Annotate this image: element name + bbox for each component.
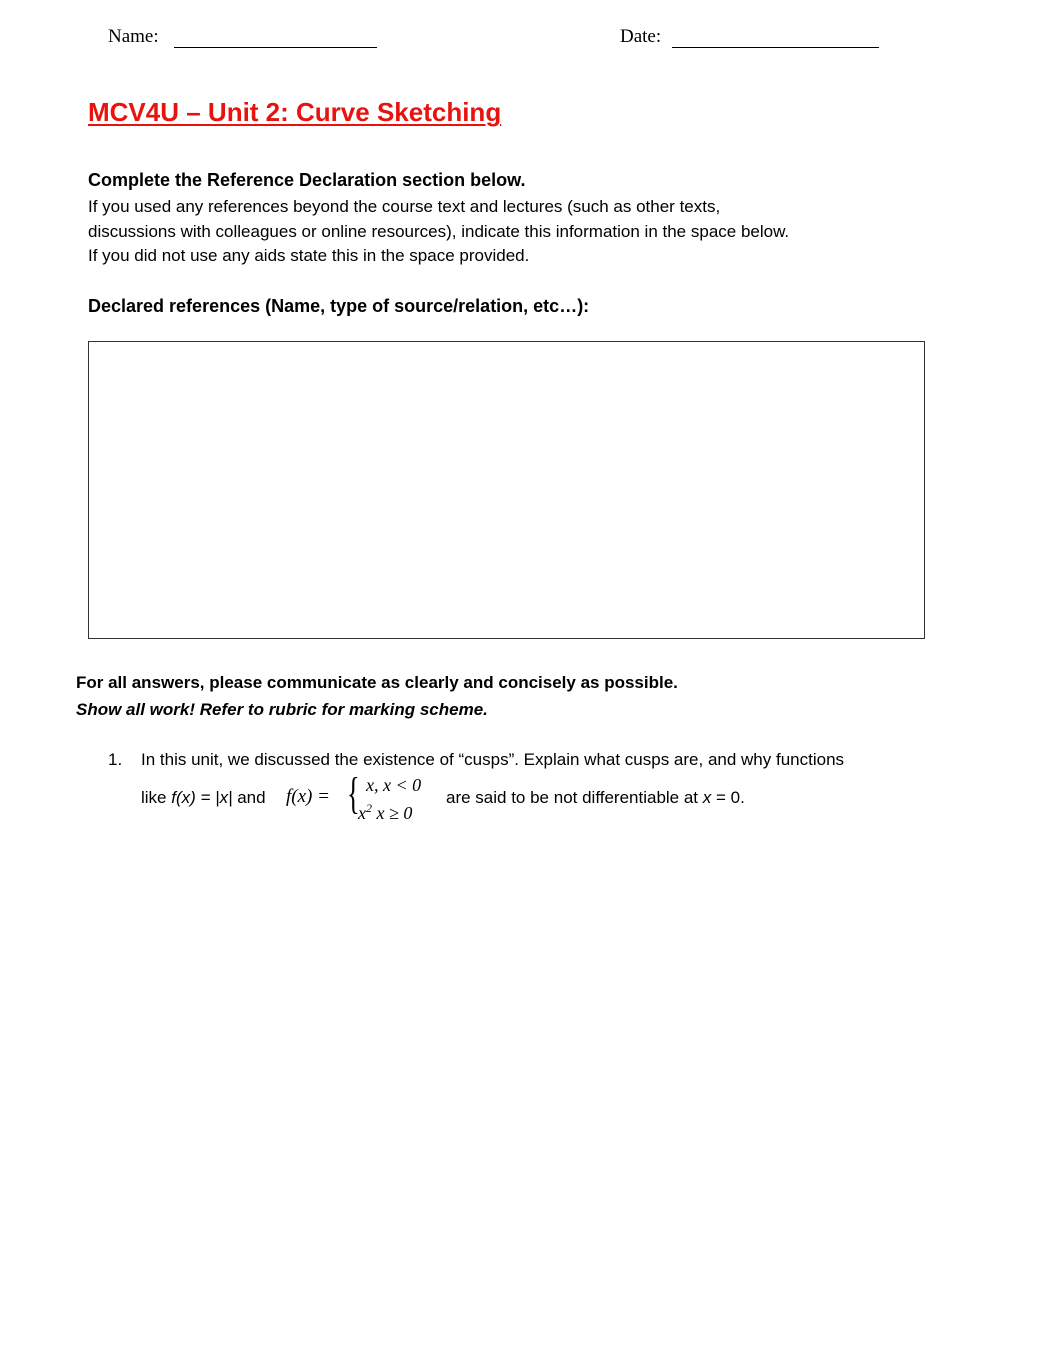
absolute-value-function: f(x) = |x| (171, 788, 233, 807)
piecewise-brace: { (347, 769, 360, 818)
tail-post: = 0. (711, 788, 745, 807)
instructions-line: If you did not use any aids state this in the space provided. (88, 246, 530, 265)
tail-variable: x (702, 788, 712, 807)
show-work-note: Show all work! Refer to rubric for marking scheme. (76, 700, 488, 719)
instructions-body (88, 195, 888, 269)
piecewise-case-2 (358, 801, 412, 824)
date-blank-line (672, 47, 879, 48)
case-2-base: x (358, 803, 366, 823)
piecewise-function-name: f(x) = (286, 786, 330, 807)
instructions-heading: Complete the Reference Declaration section below. (88, 170, 526, 190)
question-text-line2 (141, 788, 266, 808)
question-and-text: and (232, 788, 266, 807)
question-like-text: like (141, 788, 172, 807)
question-text-line1: In this unit, we discussed the existence of “cusps”. Explain what cusps are, and why functions (141, 750, 845, 769)
question-text-tail (446, 788, 745, 808)
date-label: Date: (620, 26, 662, 47)
question-number: 1. (108, 750, 123, 769)
page-title: MCV4U – Unit 2: Curve Sketching (88, 97, 502, 127)
case-2-condition: x ≥ 0 (372, 803, 413, 823)
declared-references-box[interactable] (88, 341, 925, 639)
name-blank-line (174, 47, 377, 48)
declared-references-label: Declared references (Name, type of source/relation, etc…): (88, 296, 590, 316)
instructions-line: If you used any references beyond the course text and lectures (such as other texts, (88, 197, 721, 216)
case-2-exponent: 2 (366, 801, 372, 815)
name-label: Name: (108, 26, 159, 47)
tail-pre: are said to be not differentiable at (446, 788, 703, 807)
piecewise-case-1: x, x < 0 (366, 775, 422, 795)
communication-note: For all answers, please communicate as clearly and concisely as possible. (76, 673, 678, 692)
instructions-line: discussions with colleagues or online resources), indicate this information in the space below. (88, 221, 790, 241)
